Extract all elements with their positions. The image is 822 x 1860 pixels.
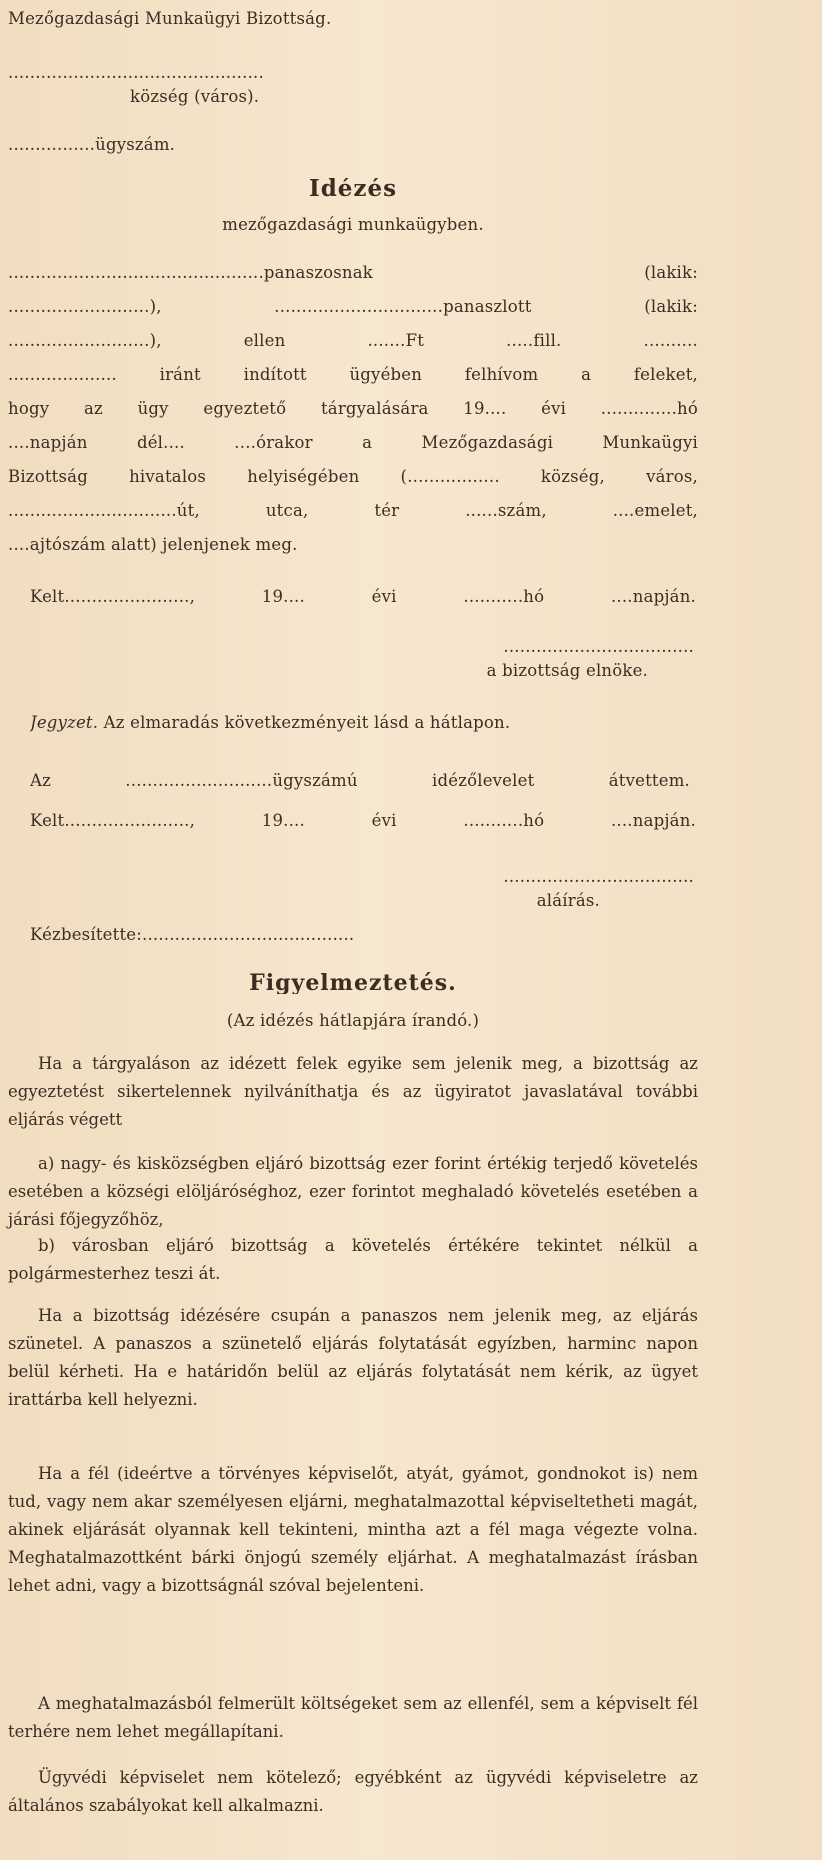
body-line: ...............................út, utca, tér ......szám, ....emelet, — [8, 501, 698, 520]
document-subtitle: mezőgazdasági munkaügyben. — [222, 215, 484, 234]
body-line: ...............................................panaszosnak (lakik: — [8, 263, 698, 282]
signature-dots: ................................... — [503, 637, 694, 656]
body-line: ....ajtószám alatt) jelenjenek meg. — [8, 535, 298, 554]
warning-title: Figyelmeztetés. — [249, 972, 457, 994]
dotted-line: ............................................... — [8, 63, 264, 82]
delivered-by-line: Kézbesítette:....................................... — [30, 925, 355, 944]
village-label: község (város). — [130, 87, 260, 106]
organization-name: Mezőgazdasági Munkaügyi Bizottság. — [8, 9, 332, 28]
body-line: ..........................), ...............................panaszlott (lakik: — [8, 297, 698, 316]
document-title: Idézés — [308, 178, 398, 200]
body-line: ..........................), ellen .......Ft .....fill. .......... — [8, 331, 698, 350]
note-label: Jegyzet. — [30, 713, 99, 732]
dated-line: Kelt......................., 19.... évi ...........hó ....napján. — [30, 587, 696, 606]
body-line: .................... iránt indított ügyében felhívom a feleket, — [8, 365, 698, 384]
note-line — [30, 712, 720, 734]
warning-subtitle: (Az idézés hátlapjára írandó.) — [226, 1011, 480, 1030]
receipt-line: Az ...........................ügyszámú idézőlevelet átvettem. — [30, 771, 690, 790]
warning-paragraph: Ha a bizottság idézésére csupán a panaszos nem jelenik meg, az eljárás szünetel. A panaszos a szünetelő eljárás folytatását egyízben, harminc napon belül kérheti. Ha e határidőn belül az eljárás folytatását nem kérik, az ügyet irattárba kell helyezni. — [8, 1306, 698, 1409]
warning-paragraph: b) városban eljáró bizottság a követelés értékére tekintet nélkül a polgármesterhez teszi át. — [8, 1236, 698, 1283]
signature-label: aláírás. — [536, 891, 600, 910]
warning-paragraph: Ha a fél (ideértve a törvényes képviselőt, atyát, gyámot, gondnokot is) nem tud, vagy nem akar személyesen eljárni, meghatalmazottal képviseltetheti magát, akinek eljárását olyannak kell tekinteni, mintha azt a fél maga végezte volna. Meghatalmazottként bárki önjogú személy eljárhat. A meghatalmazást írásban lehet adni, vagy a bizottságnál szóval bejelenteni. — [8, 1464, 698, 1595]
dated-line-2: Kelt......................., 19.... évi ...........hó ....napján. — [30, 811, 696, 830]
signature-dots-2: ................................... — [503, 867, 694, 886]
warning-paragraph: a) nagy- és kisközségben eljáró bizottság ezer forint értékig terjedő követelés esetében a községi elöljáróséghoz, ezer forintot meghaladó követelés esetében a járási főjegyzőhöz, — [8, 1154, 698, 1229]
body-line: hogy az ügy egyeztető tárgyalására 19.... évi ..............hó — [8, 399, 698, 418]
warning-paragraph: Ügyvédi képviselet nem kötelező; egyébként az ügyvédi képviseletre az általános szabályokat kell alkalmazni. — [8, 1768, 698, 1815]
case-number-line: ................ügyszám. — [8, 135, 176, 154]
warning-paragraph: A meghatalmazásból felmerült költségeket sem az ellenfél, sem a képviselt fél terhére nem lehet megállapítani. — [8, 1694, 698, 1741]
chairman-signature-label: a bizottság elnöke. — [486, 661, 648, 680]
note-text: Az elmaradás következményeit lásd a hátlapon. — [103, 713, 511, 732]
body-line: Bizottság hivatalos helyiségében (................. község, város, — [8, 467, 698, 486]
body-line: ....napján dél.... ....órakor a Mezőgazdasági Munkaügyi — [8, 433, 698, 452]
warning-paragraph: Ha a tárgyaláson az idézett felek egyike sem jelenik meg, a bizottság az egyeztetést sikertelennek nyilváníthatja és az ügyiratot javaslatával további eljárás végett — [8, 1054, 698, 1129]
